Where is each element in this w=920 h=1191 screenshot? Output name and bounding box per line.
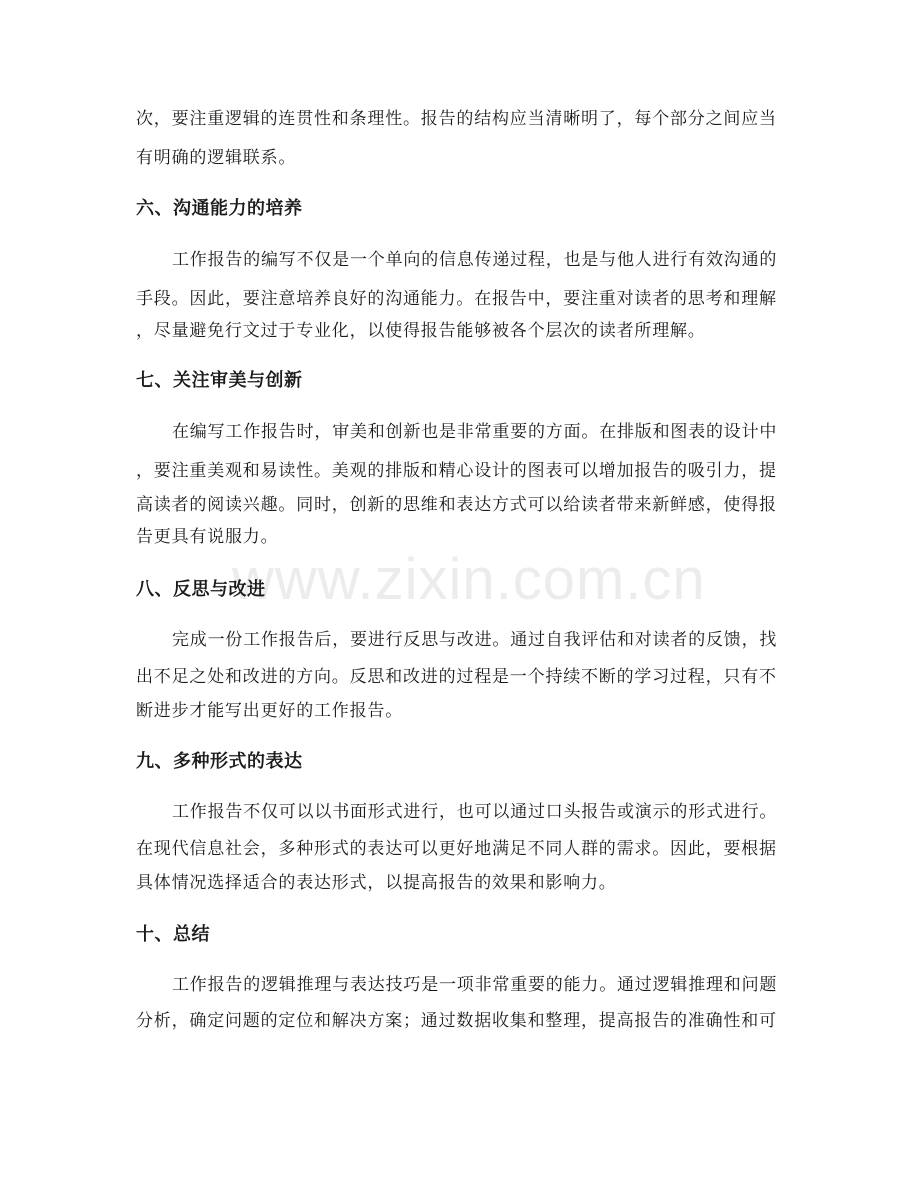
paragraph-line: 完成一份工作报告后，要进行反思与改进。通过自我评估和对读者的反馈，找	[172, 630, 778, 650]
section-heading: 九、多种形式的表达	[136, 751, 303, 772]
paragraph-line: 工作报告的逻辑推理与表达技巧是一项非常重要的能力。通过逻辑推理和问题	[172, 975, 778, 995]
paragraph-line: ，尽量避免行文过于专业化，以使得报告能够被各个层次的读者所理解。	[136, 321, 706, 341]
paragraph-line: 告更具有说服力。	[136, 527, 279, 547]
section-heading: 七、关注审美与创新	[136, 370, 303, 391]
paragraph-line: 出不足之处和改进的方向。反思和改进的过程是一个持续不断的学习过程，只有不	[136, 667, 777, 687]
watermark: www.zixin.com.cn	[232, 547, 706, 612]
paragraph-line: 手段。因此，要注意培养良好的沟通能力。在报告中，要注重对读者的思考和理解	[136, 289, 777, 309]
paragraph-line: 具体情况选择适合的表达形式，以提高报告的效果和影响力。	[136, 873, 617, 893]
paragraph-line: 次，要注重逻辑的连贯性和条理性。报告的结构应当清晰明了，每个部分之间应当	[136, 109, 777, 129]
paragraph-line: 分析，确定问题的定位和解决方案；通过数据收集和整理，提高报告的准确性和可	[136, 1011, 777, 1031]
section-heading: 六、沟通能力的培养	[136, 198, 303, 219]
paragraph-line: ，要注重美观和易读性。美观的排版和精心设计的图表可以增加报告的吸引力，提	[136, 461, 777, 481]
paragraph-line: 有明确的逻辑联系。	[136, 148, 297, 168]
paragraph-line: 在现代信息社会，多种形式的表达可以更好地满足不同人群的需求。因此，要根据	[136, 839, 777, 859]
paragraph-line: 工作报告的编写不仅是一个单向的信息传递过程，也是与他人进行有效沟通的	[172, 250, 778, 270]
paragraph-line: 高读者的阅读兴趣。同时，创新的思维和表达方式可以给读者带来新鲜感，使得报	[136, 495, 777, 515]
paragraph-line: 工作报告不仅可以以书面形式进行，也可以通过口头报告或演示的形式进行。	[172, 802, 778, 822]
paragraph-line: 断进步才能写出更好的工作报告。	[136, 701, 403, 721]
paragraph-line: 在编写工作报告时，审美和创新也是非常重要的方面。在排版和图表的设计中	[172, 422, 778, 442]
section-heading: 八、反思与改进	[136, 579, 266, 600]
section-heading: 十、总结	[136, 924, 210, 945]
